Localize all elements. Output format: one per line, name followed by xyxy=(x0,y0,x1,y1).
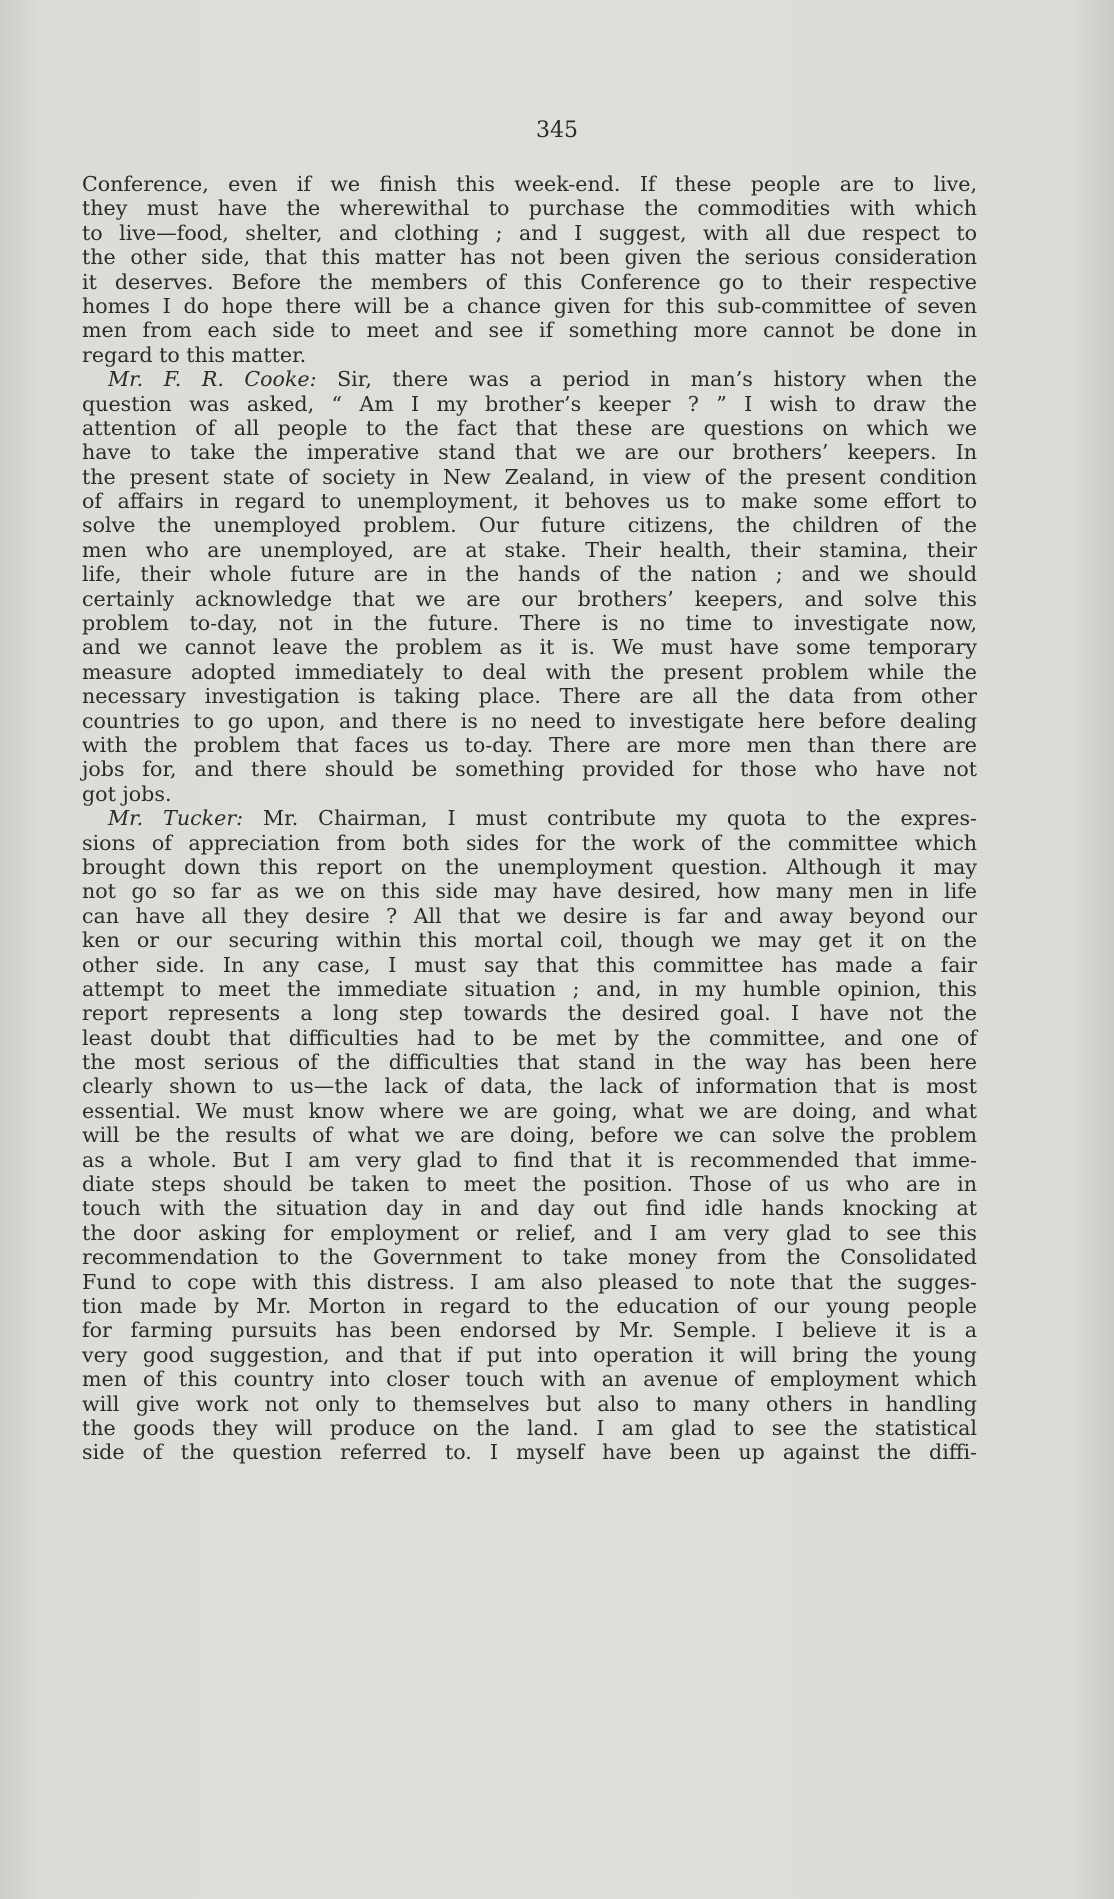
text-line xyxy=(82,489,977,513)
line-text: men of this country into closer touch with an avenue of employment which xyxy=(82,1367,977,1392)
line-text: the most serious of the difficulties that stand in the way has been here xyxy=(82,1050,977,1075)
text-line xyxy=(82,806,977,830)
line-text: question was asked, “ Am I my brother’s keeper ? ” I wish to draw the xyxy=(82,391,977,416)
line-text: Mr. Chairman, I must contribute my quota to the expres- xyxy=(243,806,977,831)
text-line xyxy=(82,1440,977,1464)
line-text: men who are unemployed, are at stake. Their health, their stamina, their xyxy=(82,537,977,562)
text-line xyxy=(82,562,977,586)
line-text: measure adopted immediately to deal with the present problem while the xyxy=(82,659,977,684)
text-line xyxy=(82,1099,977,1123)
line-text: Fund to cope with this distress. I am also pleased to note that the sugges- xyxy=(82,1269,977,1294)
text-line xyxy=(82,1294,977,1318)
line-text: necessary investigation is taking place. There are all the data from other xyxy=(82,684,977,709)
text-line xyxy=(82,1245,977,1269)
line-text: will be the results of what we are doing, before we can solve the problem xyxy=(82,1123,977,1148)
line-text: the goods they will produce on the land. I am glad to see the statistical xyxy=(82,1415,977,1440)
line-text: homes I do hope there will be a chance given for this sub-committee of seven xyxy=(82,293,977,318)
body-text xyxy=(82,172,977,1465)
line-text: ken or our securing within this mortal coil, though we may get it on the xyxy=(82,928,977,953)
text-line xyxy=(82,1123,977,1147)
line-text: can have all they desire ? All that we desire is far and away beyond our xyxy=(82,903,977,928)
line-text: to live—food, shelter, and clothing ; and I suggest, with all due respect to xyxy=(82,220,977,245)
line-text: least doubt that difficulties had to be met by the committee, and one of xyxy=(82,1025,977,1050)
line-text: the other side, that this matter has not been given the serious consideration xyxy=(82,245,977,270)
line-text: as a whole. But I am very glad to find that it is recommended that imme- xyxy=(82,1147,977,1172)
line-text: side of the question referred to. I myself have been up against the diffi- xyxy=(82,1440,977,1465)
text-line xyxy=(82,196,977,220)
text-line xyxy=(82,538,977,562)
line-text: touch with the situation day in and day out find idle hands knocking at xyxy=(82,1196,977,1221)
text-line xyxy=(82,1343,977,1367)
speaker-name: Mr. F. R. Cooke: xyxy=(108,367,317,392)
text-line xyxy=(82,733,977,757)
text-line xyxy=(82,1416,977,1440)
speaker-name: Mr. Tucker: xyxy=(108,806,244,831)
text-line xyxy=(82,172,977,196)
text-line xyxy=(82,367,977,391)
text-line xyxy=(82,977,977,1001)
line-text: got jobs. xyxy=(82,781,172,806)
text-line xyxy=(82,1172,977,1196)
line-text: and we cannot leave the problem as it is. We must have some temporary xyxy=(82,635,977,660)
line-text: jobs for, and there should be something provided for those who have not xyxy=(82,757,977,782)
text-line xyxy=(82,343,977,367)
text-line xyxy=(82,1148,977,1172)
line-text: certainly acknowledge that we are our brothers’ keepers, and solve this xyxy=(82,586,977,611)
line-text: for farming pursuits has been endorsed by Mr. Semple. I believe it is a xyxy=(82,1318,977,1343)
line-text: have to take the imperative stand that we are our brothers’ keepers. In xyxy=(82,440,977,465)
line-text: problem to-day, not in the future. There is no time to investigate now, xyxy=(82,611,977,636)
line-text: clearly shown to us—the lack of data, the lack of information that is most xyxy=(82,1074,977,1099)
text-line xyxy=(82,392,977,416)
text-line xyxy=(82,1392,977,1416)
text-line xyxy=(82,440,977,464)
text-line xyxy=(82,831,977,855)
text-line xyxy=(82,757,977,781)
line-text: countries to go upon, and there is no need to investigate here before dealing xyxy=(82,708,977,733)
line-text: will give work not only to themselves but also to many others in handling xyxy=(82,1391,977,1416)
text-line xyxy=(82,709,977,733)
text-line xyxy=(82,270,977,294)
text-line xyxy=(82,1050,977,1074)
line-text: diate steps should be taken to meet the position. Those of us who are in xyxy=(82,1172,977,1197)
text-line xyxy=(82,928,977,952)
text-line xyxy=(82,1367,977,1391)
line-text: attention of all people to the fact that these are questions on which we xyxy=(82,415,977,440)
text-line xyxy=(82,465,977,489)
text-line xyxy=(82,221,977,245)
line-text: solve the unemployed problem. Our future citizens, the children of the xyxy=(82,513,977,538)
text-line xyxy=(82,635,977,659)
text-line xyxy=(82,1270,977,1294)
line-text: sions of appreciation from both sides for the work of the committee which xyxy=(82,830,977,855)
line-text: essential. We must know where we are going, what we are doing, and what xyxy=(82,1098,977,1123)
text-line xyxy=(82,294,977,318)
line-text: brought down this report on the unemployment question. Although it may xyxy=(82,854,977,879)
text-line xyxy=(82,855,977,879)
text-line xyxy=(82,587,977,611)
text-line xyxy=(82,318,977,342)
line-text: the present state of society in New Zealand, in view of the present condition xyxy=(82,464,977,489)
text-line xyxy=(82,904,977,928)
text-line xyxy=(82,1318,977,1342)
text-line xyxy=(82,416,977,440)
line-text: of affairs in regard to unemployment, it behoves us to make some effort to xyxy=(82,489,977,514)
page-number: 345 xyxy=(536,118,578,143)
line-text: very good suggestion, and that if put into operation it will bring the young xyxy=(82,1342,977,1367)
line-text: life, their whole future are in the hands of the nation ; and we should xyxy=(82,562,977,587)
line-text: attempt to meet the immediate situation ; and, in my humble opinion, this xyxy=(82,976,977,1001)
text-line xyxy=(82,245,977,269)
text-line xyxy=(82,879,977,903)
text-line xyxy=(82,660,977,684)
line-text: Conference, even if we finish this week-end. If these people are to live, xyxy=(82,172,977,196)
text-line xyxy=(82,1001,977,1025)
line-text: men from each side to meet and see if something more cannot be done in xyxy=(82,318,977,343)
text-line xyxy=(82,684,977,708)
line-text: report represents a long step towards the desired goal. I have not the xyxy=(82,1001,977,1026)
line-text: it deserves. Before the members of this Conference go to their respective xyxy=(82,269,977,294)
text-line xyxy=(82,513,977,537)
line-text: tion made by Mr. Morton in regard to the education of our young people xyxy=(82,1293,977,1318)
text-line xyxy=(82,1074,977,1098)
line-text: not go so far as we on this side may have desired, how many men in life xyxy=(82,879,977,904)
line-text: other side. In any case, I must say that this committee has made a fair xyxy=(82,952,977,977)
line-text: with the problem that faces us to-day. There are more men than there are xyxy=(82,732,977,757)
line-text: regard to this matter. xyxy=(82,342,307,367)
line-text: recommendation to the Government to take money from the Consolidated xyxy=(82,1245,977,1270)
line-text: they must have the wherewithal to purchase the commodities with which xyxy=(82,196,977,221)
text-line xyxy=(82,1221,977,1245)
text-line xyxy=(82,953,977,977)
line-text: the door asking for employment or relief, and I am very glad to see this xyxy=(82,1220,977,1245)
text-line xyxy=(82,782,977,806)
text-line xyxy=(82,1026,977,1050)
text-line xyxy=(82,611,977,635)
line-text: Sir, there was a period in man’s history when the xyxy=(316,367,977,392)
text-line xyxy=(82,1196,977,1220)
